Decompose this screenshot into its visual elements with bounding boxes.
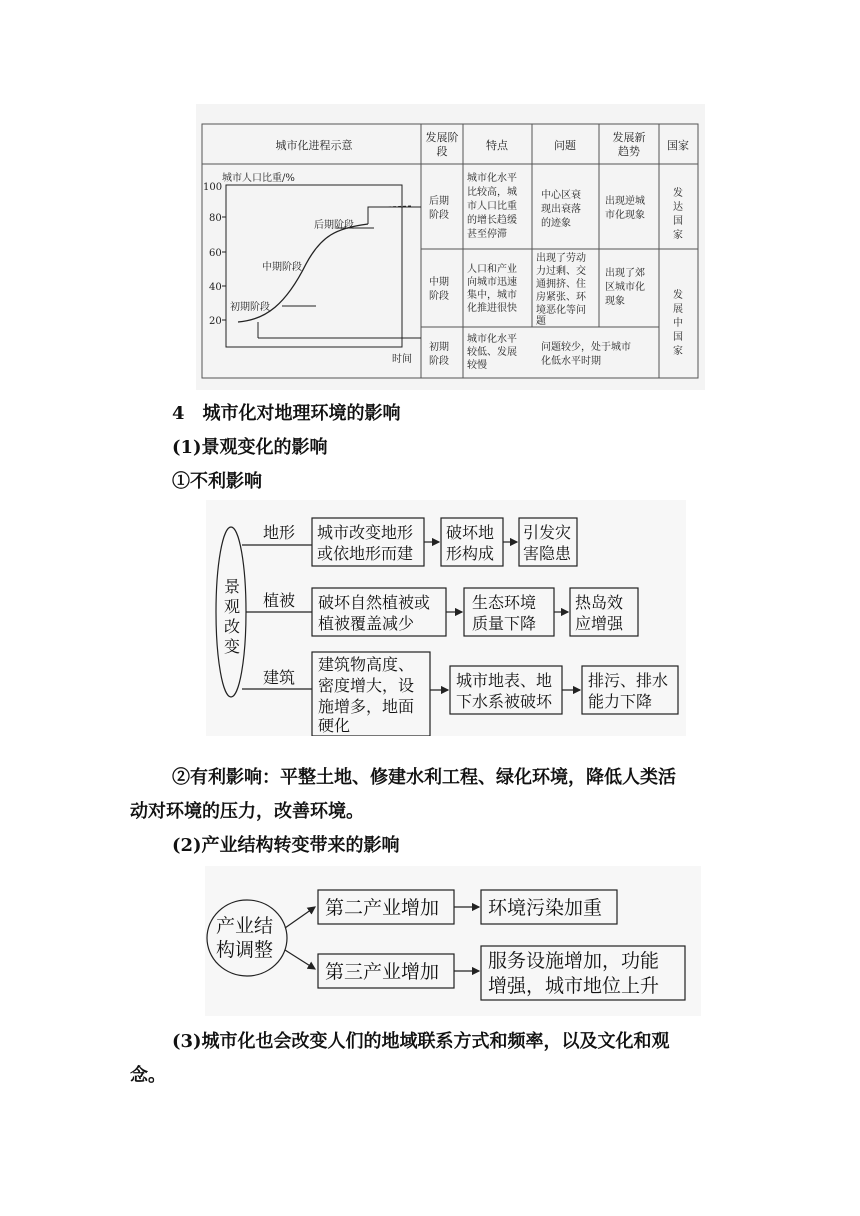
- figure-text: 化低水平时期: [541, 356, 601, 367]
- branch-vegetation: 植被: [263, 591, 296, 610]
- mid-stage-label: 中期阶段: [262, 262, 302, 273]
- positive-line-2: 动对环境的压力，改善环境。: [130, 801, 364, 822]
- figure-text: 观: [224, 597, 241, 616]
- figure-text: 发: [673, 290, 683, 301]
- figure-text: 境恶化等问: [536, 305, 586, 316]
- figure-text: 市人口比重: [467, 201, 517, 212]
- figure-text: 密度增大，设: [318, 676, 415, 695]
- figure-text: 集中，城市: [467, 290, 517, 301]
- urbanization-process-table: [196, 104, 705, 390]
- figure-text: 施增多，地面: [318, 697, 415, 716]
- figure-text: 家: [673, 230, 683, 241]
- figure-text: 题: [536, 316, 546, 327]
- figure-text: 的迹象: [541, 218, 571, 229]
- figure-text: 展: [673, 304, 683, 315]
- branch-building: 建筑: [263, 668, 296, 687]
- early-stage-label: 初期阶段: [230, 302, 270, 313]
- subheading-negative: ①不利影响: [172, 471, 262, 492]
- figure-text: 变: [224, 637, 241, 656]
- figure-text: 通拥挤、住: [536, 279, 586, 290]
- figure-text: 第三产业增加: [325, 961, 440, 983]
- positive-line-1: ②有利影响：平整土地、修建水利工程、绿化环境，降低人类活: [172, 767, 676, 788]
- landscape-change-flowchart: [206, 500, 686, 736]
- industry-ellipse: [207, 900, 287, 976]
- figure-text: 产业结: [216, 915, 274, 937]
- y-tick-40: 40: [209, 282, 222, 293]
- figure-text: 较低、发展: [467, 347, 517, 358]
- figure-text: 发: [673, 188, 683, 199]
- figure-text: 区城市化: [605, 282, 645, 293]
- figure-text: 人口和产业: [467, 264, 517, 275]
- figure-text: 出现了劳动: [536, 253, 586, 264]
- urbanization-curve-graph: [203, 171, 421, 365]
- figure-text: 害隐患: [523, 544, 572, 563]
- figure-text: 增强，城市地位上升: [488, 975, 660, 997]
- figure-text: 构调整: [216, 939, 274, 961]
- subheading-landscape: (1)景观变化的影响: [172, 437, 328, 458]
- section-heading: 4 城市化对地理环境的影响: [172, 403, 401, 424]
- header-country: 国家: [667, 139, 689, 152]
- header-process: 城市化进程示意: [275, 139, 353, 152]
- figure-text: 比较高，城: [467, 187, 517, 198]
- figure-text: 能力下降: [588, 692, 653, 711]
- figure-text: 甚至停滞: [467, 229, 507, 240]
- y-tick-100: 100: [203, 182, 223, 193]
- figure-text: 应增强: [575, 614, 624, 633]
- figure-text: 热岛效: [575, 593, 624, 612]
- figure-text: 景: [224, 577, 241, 596]
- figure-text: 阶段: [429, 356, 449, 367]
- figure-text: 中期: [429, 277, 449, 288]
- y-tick-80: 80: [209, 213, 222, 224]
- subheading-industry: (2)产业结构转变带来的影响: [172, 835, 400, 856]
- y-tick-60: 60: [209, 248, 222, 259]
- figure-text: 建筑物高度、: [318, 655, 415, 674]
- figure-text: 阶段: [429, 291, 449, 302]
- figure-text: 国: [673, 332, 683, 343]
- figure-text: 植被覆盖减少: [318, 614, 415, 633]
- figure-text: 环境污染加重: [488, 897, 603, 919]
- figure-text: 生态环境: [472, 593, 537, 612]
- figure-text: 质量下降: [472, 614, 537, 633]
- graph-x-label: 时间: [392, 354, 412, 365]
- figure-text: 中: [673, 318, 683, 329]
- figure-text: 破坏自然植被或: [318, 593, 431, 612]
- figure-text: 下水系被破坏: [456, 692, 553, 711]
- figure-text: 服务设施增加，功能: [488, 950, 660, 972]
- figure-text: 初期: [429, 342, 449, 353]
- industry-structure-flowchart: [205, 866, 701, 1016]
- late-stage-label: 后期阶段: [314, 220, 354, 231]
- figure-text: 城市化水平: [467, 334, 517, 345]
- figure-text: 引发灾: [523, 523, 572, 542]
- figure-text: 现象: [605, 296, 625, 307]
- header-stage-1: 发展阶: [425, 131, 459, 144]
- item3-line-1: (3)城市化也会改变人们的地域联系方式和频率，以及文化和观: [172, 1031, 670, 1052]
- figure-text: 化推进很快: [467, 303, 517, 314]
- figure-text: 第二产业增加: [325, 897, 440, 919]
- figure-text: 城市化水平: [467, 173, 517, 184]
- y-tick-20: 20: [209, 316, 222, 327]
- figure-text: 市化现象: [605, 210, 645, 221]
- figure-text: 较慢: [467, 360, 487, 371]
- header-trend-2: 趋势: [618, 145, 640, 158]
- figure-text: 阶段: [429, 210, 449, 221]
- figure-text: 力过剩、交: [536, 266, 586, 277]
- header-feature: 特点: [486, 139, 508, 152]
- figure-text: 问题较少，处于城市: [541, 342, 631, 353]
- figure-text: 的增长趋缓: [467, 215, 517, 226]
- figure-text: 后期: [429, 196, 449, 207]
- figure-text: 达: [673, 202, 683, 213]
- figure-text: 排污、排水: [588, 671, 669, 690]
- graph-y-label: 城市人口比重/%: [222, 173, 295, 184]
- figure-text: 或依地形而建: [317, 544, 414, 563]
- figure-text: 向城市迅速: [467, 277, 517, 288]
- branch-terrain: 地形: [263, 523, 296, 542]
- item3-line-2: 念。: [130, 1065, 166, 1086]
- figure-text: 国: [673, 216, 683, 227]
- figure-text: 城市地表、地: [456, 671, 553, 690]
- figure-text: 破坏地: [446, 523, 495, 542]
- figure-text: 房紧张、环: [536, 292, 586, 303]
- figure-text: 形构成: [446, 544, 495, 563]
- figure-text: 现出衰落: [541, 204, 581, 215]
- header-stage-2: 段: [436, 145, 448, 158]
- header-problem: 问题: [554, 139, 576, 152]
- figure-text: 出现了郊: [605, 268, 645, 279]
- figure-text: 硬化: [318, 716, 351, 735]
- figure-text: 城市改变地形: [317, 523, 414, 542]
- figure-text: 中心区衰: [541, 190, 581, 201]
- figure-text: 出现逆城: [605, 196, 645, 207]
- figure-text: 改: [224, 617, 241, 636]
- header-trend-1: 发展新: [612, 131, 646, 144]
- figure-text: 家: [673, 346, 683, 357]
